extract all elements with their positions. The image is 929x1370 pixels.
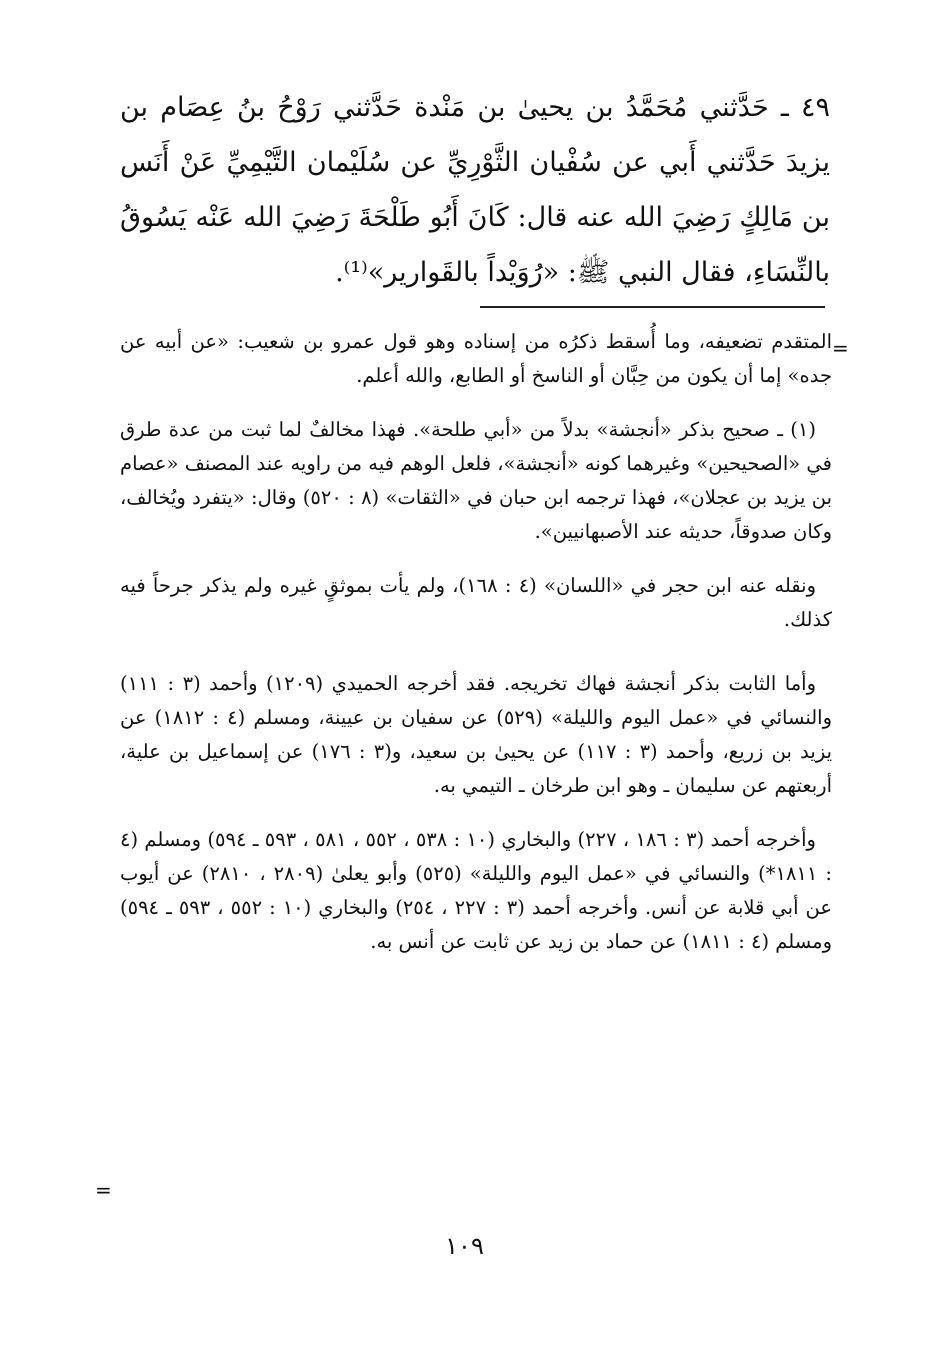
continuation-mark: = — [832, 336, 849, 360]
hadith-49: ٤٩ ـ حَدَّثني مُحَمَّدُ بن يحيىٰ بن مَنْدة حَدَّثني رَوْحُ بنُ عِصَام بن يزيدَ حَدَّثني أَبي عن سُفْيان الثَّوْرِيِّ عن سُلَيْمان التَّيْمِيِّ عَنْ أَنَس بن مَالِكٍ رَضِيَ الله عنه قال: كَانَ أَبُو طَلْحَةَ رَضِيَ الله عَنْه يَسُوقُ بالنِّسَاءِ، فقال النبي ﷺ: «رُوَيْداً بالقَوارير»⁽¹⁾. — [120, 92, 830, 288]
footnote-1-para-2: ونقله عنه ابن حجر في «اللسان» (٤ : ١٦٨)، ولم يأت بموثقٍ غيره ولم يذكر جرحاً فيه كذلك. — [120, 574, 832, 631]
footnote-1-para-1: (١) ـ صحيح بذكر «أنجشة» بدلاً من «أبي طلحة». فهذا مخالفٌ لما ثبت من عدة طرق في «الصحيحين» وغيرهما كونه «أنجشة»، فلعل الوهم فيه من راويه عند المصنف «عصام بن يزيد بن عجلان»، فهذا ترجمه ابن حبان في «الثقات» (٨ : ٥٢٠) وقال: «يتفرد ويُخالف، وكان صدوقاً، حديثه عند الأصبهانيين». — [120, 418, 832, 543]
footnotes-block — [120, 325, 832, 979]
footnote-1-para-4: وأخرجه أحمد (٣ : ١٨٦ ، ٢٢٧) والبخاري (١٠ : ٥٣٨ ، ٥٥٢ ، ٥٨١ ، ٥٩٣ ـ ٥٩٤) ومسلم (٤ : ١٨١١*) والنسائي في «عمل اليوم والليلة» (٥٢٥) وأبو يعلىٰ (٢٨٠٩ ، ٢٨١٠) عن أيوب عن أبي قلابة عن أنس. وأخرجه أحمد (٣ : ٢٢٧ ، ٢٥٤) والبخاري (١٠ : ٥٥٢ ، ٥٩٣ ـ ٥٩٤) ومسلم (٤ : ١٨١١) عن حماد بن زيد عن ثابت عن أنس به. — [120, 828, 832, 953]
footnote-continuation: المتقدم تضعيفه، وما أُسقط ذكرُه من إسناده وهو قول عمرو بن شعيب: «عن أبيه عن جده» إما أن يكون من حِبَّان أو الناسخ أو الطابع، والله أعلم. — [120, 330, 832, 387]
continued-mark: = — [95, 1178, 112, 1202]
page-number: ١٠٩ — [445, 1232, 484, 1260]
footnote-separator — [480, 306, 825, 308]
hadith-text-block — [120, 80, 830, 300]
footnote-1-para-3: وأما الثابت بذكر أنجشة فهاك تخريجه. فقد أخرجه الحميدي (١٢٠٩) وأحمد (٣ : ١١١) والنسائي في «عمل اليوم والليلة» (٥٢٩) عن سفيان بن عيينة، ومسلم (٤ : ١٨١٢) عن يزيد بن زريع، وأحمد (٣ : ١١٧) عن يحيىٰ بن سعيد، و(٣ : ١٧٦) عن إسماعيل بن علية، أربعتهم عن سليمان ـ وهو ابن طرخان ـ التيمي به. — [120, 672, 833, 797]
